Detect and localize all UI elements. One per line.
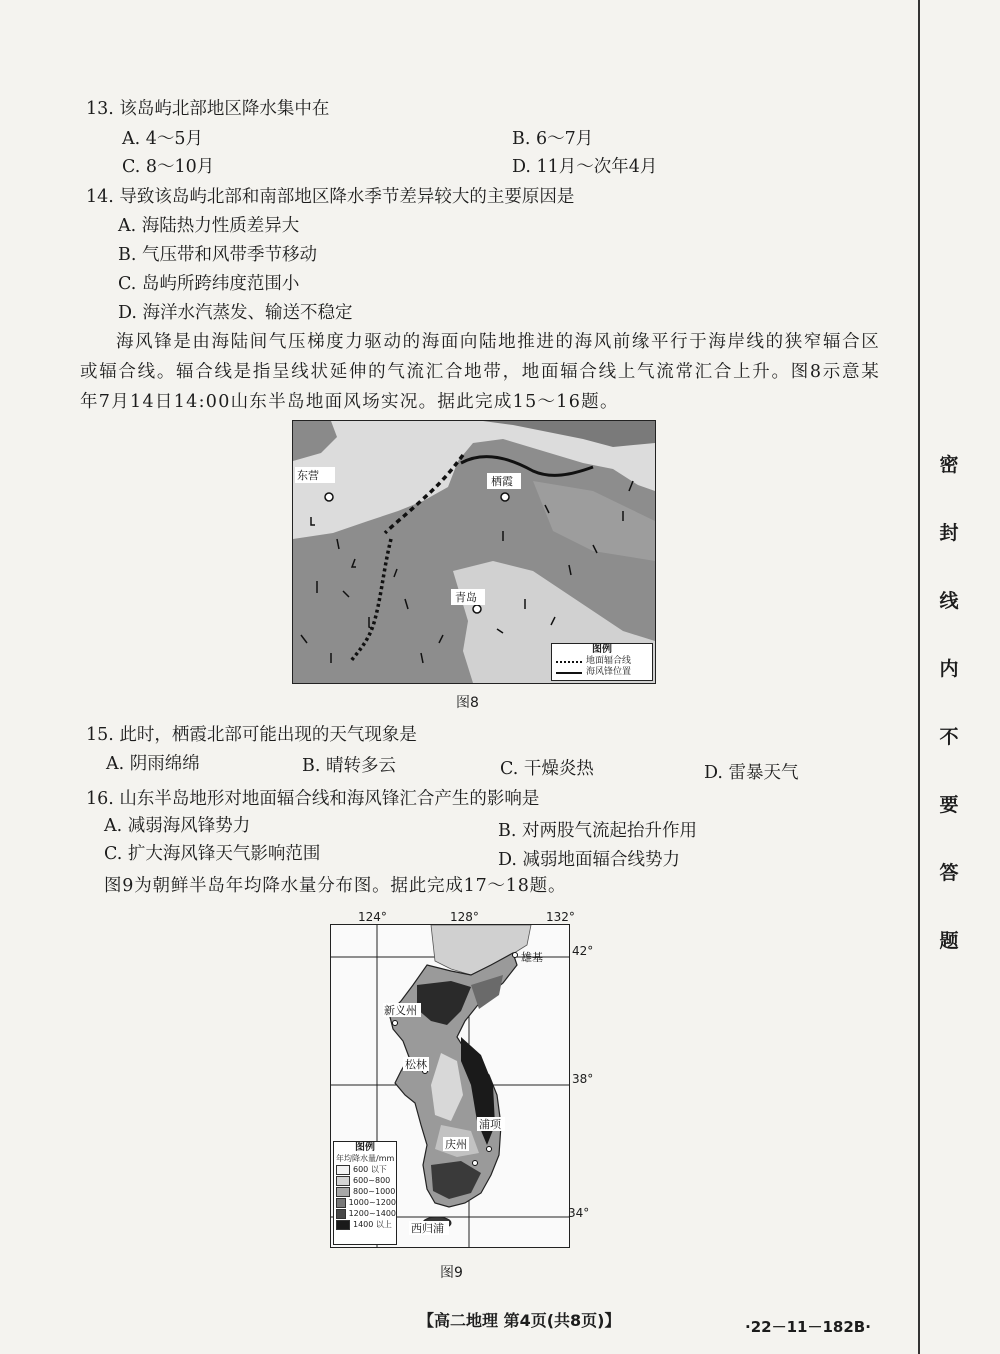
q16-option-d: D. 减弱地面辐合线势力 — [498, 850, 681, 870]
q15-option-c: C. 干燥炎热 — [500, 759, 594, 779]
city-label-seogwipo: 西归浦 — [411, 1222, 444, 1235]
legend-swatch — [336, 1187, 350, 1197]
figure-8-caption: 图8 — [456, 695, 479, 711]
figure-8-map — [292, 420, 656, 684]
lat-label-34: 34° — [568, 1206, 590, 1220]
q15-option-b: B. 晴转多云 — [302, 756, 396, 776]
legend-label: 600 以下 — [353, 1165, 387, 1174]
seal-line-notice — [934, 450, 964, 994]
lat-label-42: 42° — [572, 944, 594, 958]
q14-option-b: B. 气压带和风带季节移动 — [118, 245, 317, 265]
legend-item-convergence: 地面辐合线 — [586, 656, 632, 666]
passage-15-16: 海风锋是由海陆间气压梯度力驱动的海面向陆地推进的海风前缘平行于海岸线的狭窄辐合区或辐合线。辐合线是指呈线状延伸的气流汇合地带，地面辐合线上气流常汇合上升。图8示意某年7月14日14:00山东半岛地面风场实况。据此完成15～16题。 — [80, 332, 880, 412]
legend-row — [334, 1219, 396, 1230]
q13-stem: 13. 该岛屿北部地区降水集中在 — [86, 99, 330, 119]
legend-label: 1400 以上 — [353, 1220, 392, 1229]
q16-option-a: A. 减弱海风锋势力 — [104, 816, 251, 836]
legend-title: 图例 — [355, 1142, 375, 1153]
seal-char: 密 — [939, 454, 959, 476]
legend-title: 图例 — [592, 644, 612, 655]
q13-option-d: D. 11月～次年4月 — [512, 157, 658, 177]
qingdao-marker — [473, 605, 481, 613]
legend-swatch — [336, 1198, 346, 1208]
figure-8-legend — [551, 643, 653, 681]
qixia-marker — [501, 493, 509, 501]
figure-9-map — [330, 924, 570, 1248]
q13-option-b: B. 6～7月 — [512, 129, 594, 149]
legend-label: 600~800 — [353, 1176, 391, 1185]
seal-char: 线 — [939, 590, 959, 612]
q13-option-a: A. 4～5月 — [122, 129, 204, 149]
lon-label-132: 132° — [546, 910, 575, 924]
lon-label-124: 124° — [358, 910, 387, 924]
q16-option-b: B. 对两股气流起抬升作用 — [498, 821, 697, 841]
lat-label-38: 38° — [572, 1072, 594, 1086]
legend-swatch — [336, 1220, 350, 1230]
seal-char: 不 — [939, 726, 959, 748]
city-label-qixia: 栖霞 — [491, 475, 513, 488]
seal-char: 题 — [939, 930, 959, 952]
lon-label-128: 128° — [450, 910, 479, 924]
city-label-qingdao: 青岛 — [455, 591, 477, 604]
city-label-pohang: 浦项 — [479, 1118, 501, 1131]
legend-row — [334, 1186, 396, 1197]
dongying-marker — [325, 493, 333, 501]
q15-option-d: D. 雷暴天气 — [704, 763, 799, 783]
seal-char: 内 — [939, 658, 959, 680]
binding-line — [918, 0, 920, 1354]
solid-line-swatch — [556, 672, 582, 674]
dotted-line-swatch — [556, 661, 582, 663]
legend-swatch — [336, 1209, 346, 1219]
city-label-gyeongju: 庆州 — [445, 1138, 467, 1151]
q14-stem: 14. 导致该岛屿北部和南部地区降水季节差异较大的主要原因是 — [86, 187, 575, 207]
figure-9-legend — [333, 1141, 397, 1245]
city-label-songnim: 松林 — [405, 1058, 427, 1071]
city-label-unggi: 雄基 — [521, 951, 543, 964]
legend-subtitle: 年均降水量/mm — [336, 1154, 395, 1163]
legend-row — [334, 1197, 396, 1208]
legend-swatch — [336, 1165, 350, 1175]
seal-char: 答 — [939, 862, 959, 884]
legend-rows — [334, 1164, 396, 1230]
q15-option-a: A. 阴雨绵绵 — [106, 754, 200, 774]
q16-stem: 16. 山东半岛地形对地面辐合线和海风锋汇合产生的影响是 — [86, 789, 540, 809]
seal-char: 封 — [939, 522, 959, 544]
q13-option-c: C. 8～10月 — [122, 157, 215, 177]
legend-label: 800~1000 — [353, 1187, 396, 1196]
city-label-dongying: 东营 — [297, 469, 319, 482]
legend-row — [334, 1175, 396, 1186]
legend-row — [334, 1208, 396, 1219]
exam-code: ·22－11－182B· — [745, 1318, 871, 1336]
legend-label: 1200~1400 — [348, 1209, 396, 1218]
legend-label: 1000~1200 — [348, 1198, 396, 1207]
legend-row — [334, 1164, 396, 1175]
seal-char: 要 — [939, 794, 959, 816]
figure-9-caption: 图9 — [440, 1265, 463, 1281]
q14-option-c: C. 岛屿所跨纬度范围小 — [118, 274, 300, 294]
q14-option-a: A. 海陆热力性质差异大 — [118, 216, 300, 236]
passage-17-18: 图9为朝鲜半岛年均降水量分布图。据此完成17～18题。 — [104, 876, 567, 896]
legend-swatch — [336, 1176, 350, 1186]
q14-option-d: D. 海洋水汽蒸发、输送不稳定 — [118, 303, 353, 323]
city-label-sinuiju: 新义州 — [384, 1004, 417, 1017]
q16-option-c: C. 扩大海风锋天气影响范围 — [104, 844, 321, 864]
page-footer: 【高二地理 第4页(共8页)】 — [418, 1311, 621, 1330]
q15-stem: 15. 此时，栖霞北部可能出现的天气现象是 — [86, 725, 417, 745]
legend-item-sea-breeze: 海风锋位置 — [586, 667, 632, 677]
